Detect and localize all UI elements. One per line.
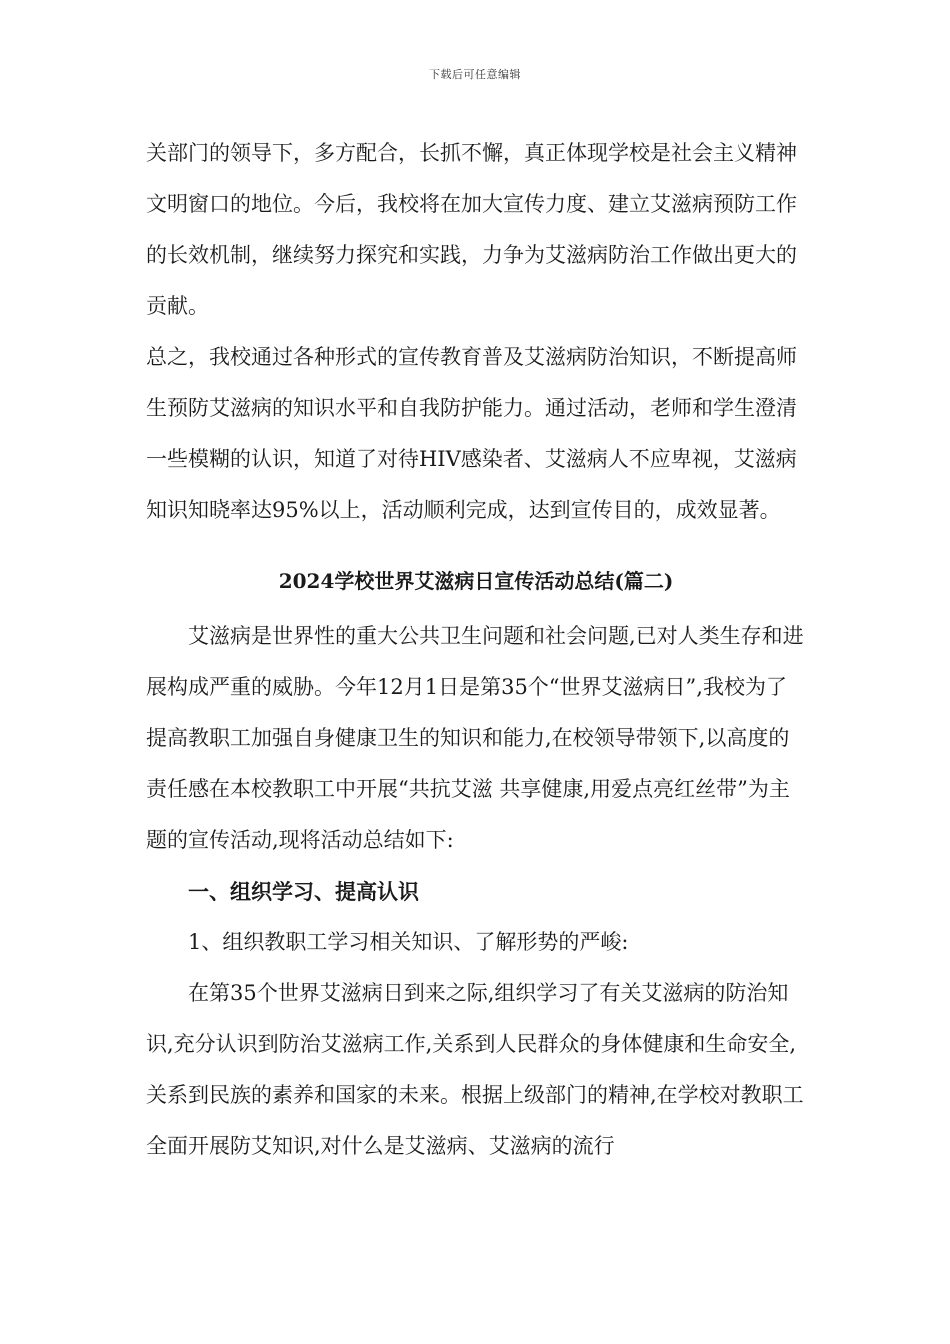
page-header: 下载后可任意编辑 (429, 68, 521, 81)
document-body (146, 128, 806, 1172)
section-heading: 一、组织学习、提高认识 (188, 879, 419, 904)
summary-paragraph: 总之，我校通过各种形式的宣传教育普及艾滋病防治知识，不断提高师生预防艾滋病的知识水平和自我防护能力。通过活动，老师和学生澄清一些模糊的认识，知道了对待HIV感染者、艾滋病人不应卑视，艾滋病知识知晓率达95%以上，活动顺利完成，达到宣传目的，成效显著。 (146, 345, 797, 522)
opening-paragraph: 艾滋病是世界性的重大公共卫生问题和社会问题,已对人类生存和进展构成严重的威胁。今年12月1日是第35个“世界艾滋病日”,我校为了提高教职工加强自身健康卫生的知识和能力,在校领导带领下,以高度的责任感在本校教职工中开展“共抗艾滋 共享健康,用爱点亮红丝带”为主题的宣传活动,现将活动总结如下: (146, 624, 804, 852)
body-paragraph: 在第35个世界艾滋病日到来之际,组织学习了有关艾滋病的防治知识,充分认识到防治艾滋病工作,关系到人民群众的身体健康和生命安全,关系到民族的素养和国家的未来。根据上级部门的精神,在学校对教职工全面开展防艾知识,对什么是艾滋病、艾滋病的流行 (146, 981, 804, 1158)
document-title: 2024学校世界艾滋病日宣传活动总结(篇二) (278, 569, 674, 593)
subsection-heading: 1、组织教职工学习相关知识、了解形势的严峻: (188, 930, 629, 954)
intro-paragraph: 关部门的领导下，多方配合，长抓不懈，真正体现学校是社会主义精神文明窗口的地位。今后，我校将在加大宣传力度、建立艾滋病预防工作的长效机制，继续努力探究和实践，力争为艾滋病防治工作做出更大的贡献。 (146, 141, 797, 318)
